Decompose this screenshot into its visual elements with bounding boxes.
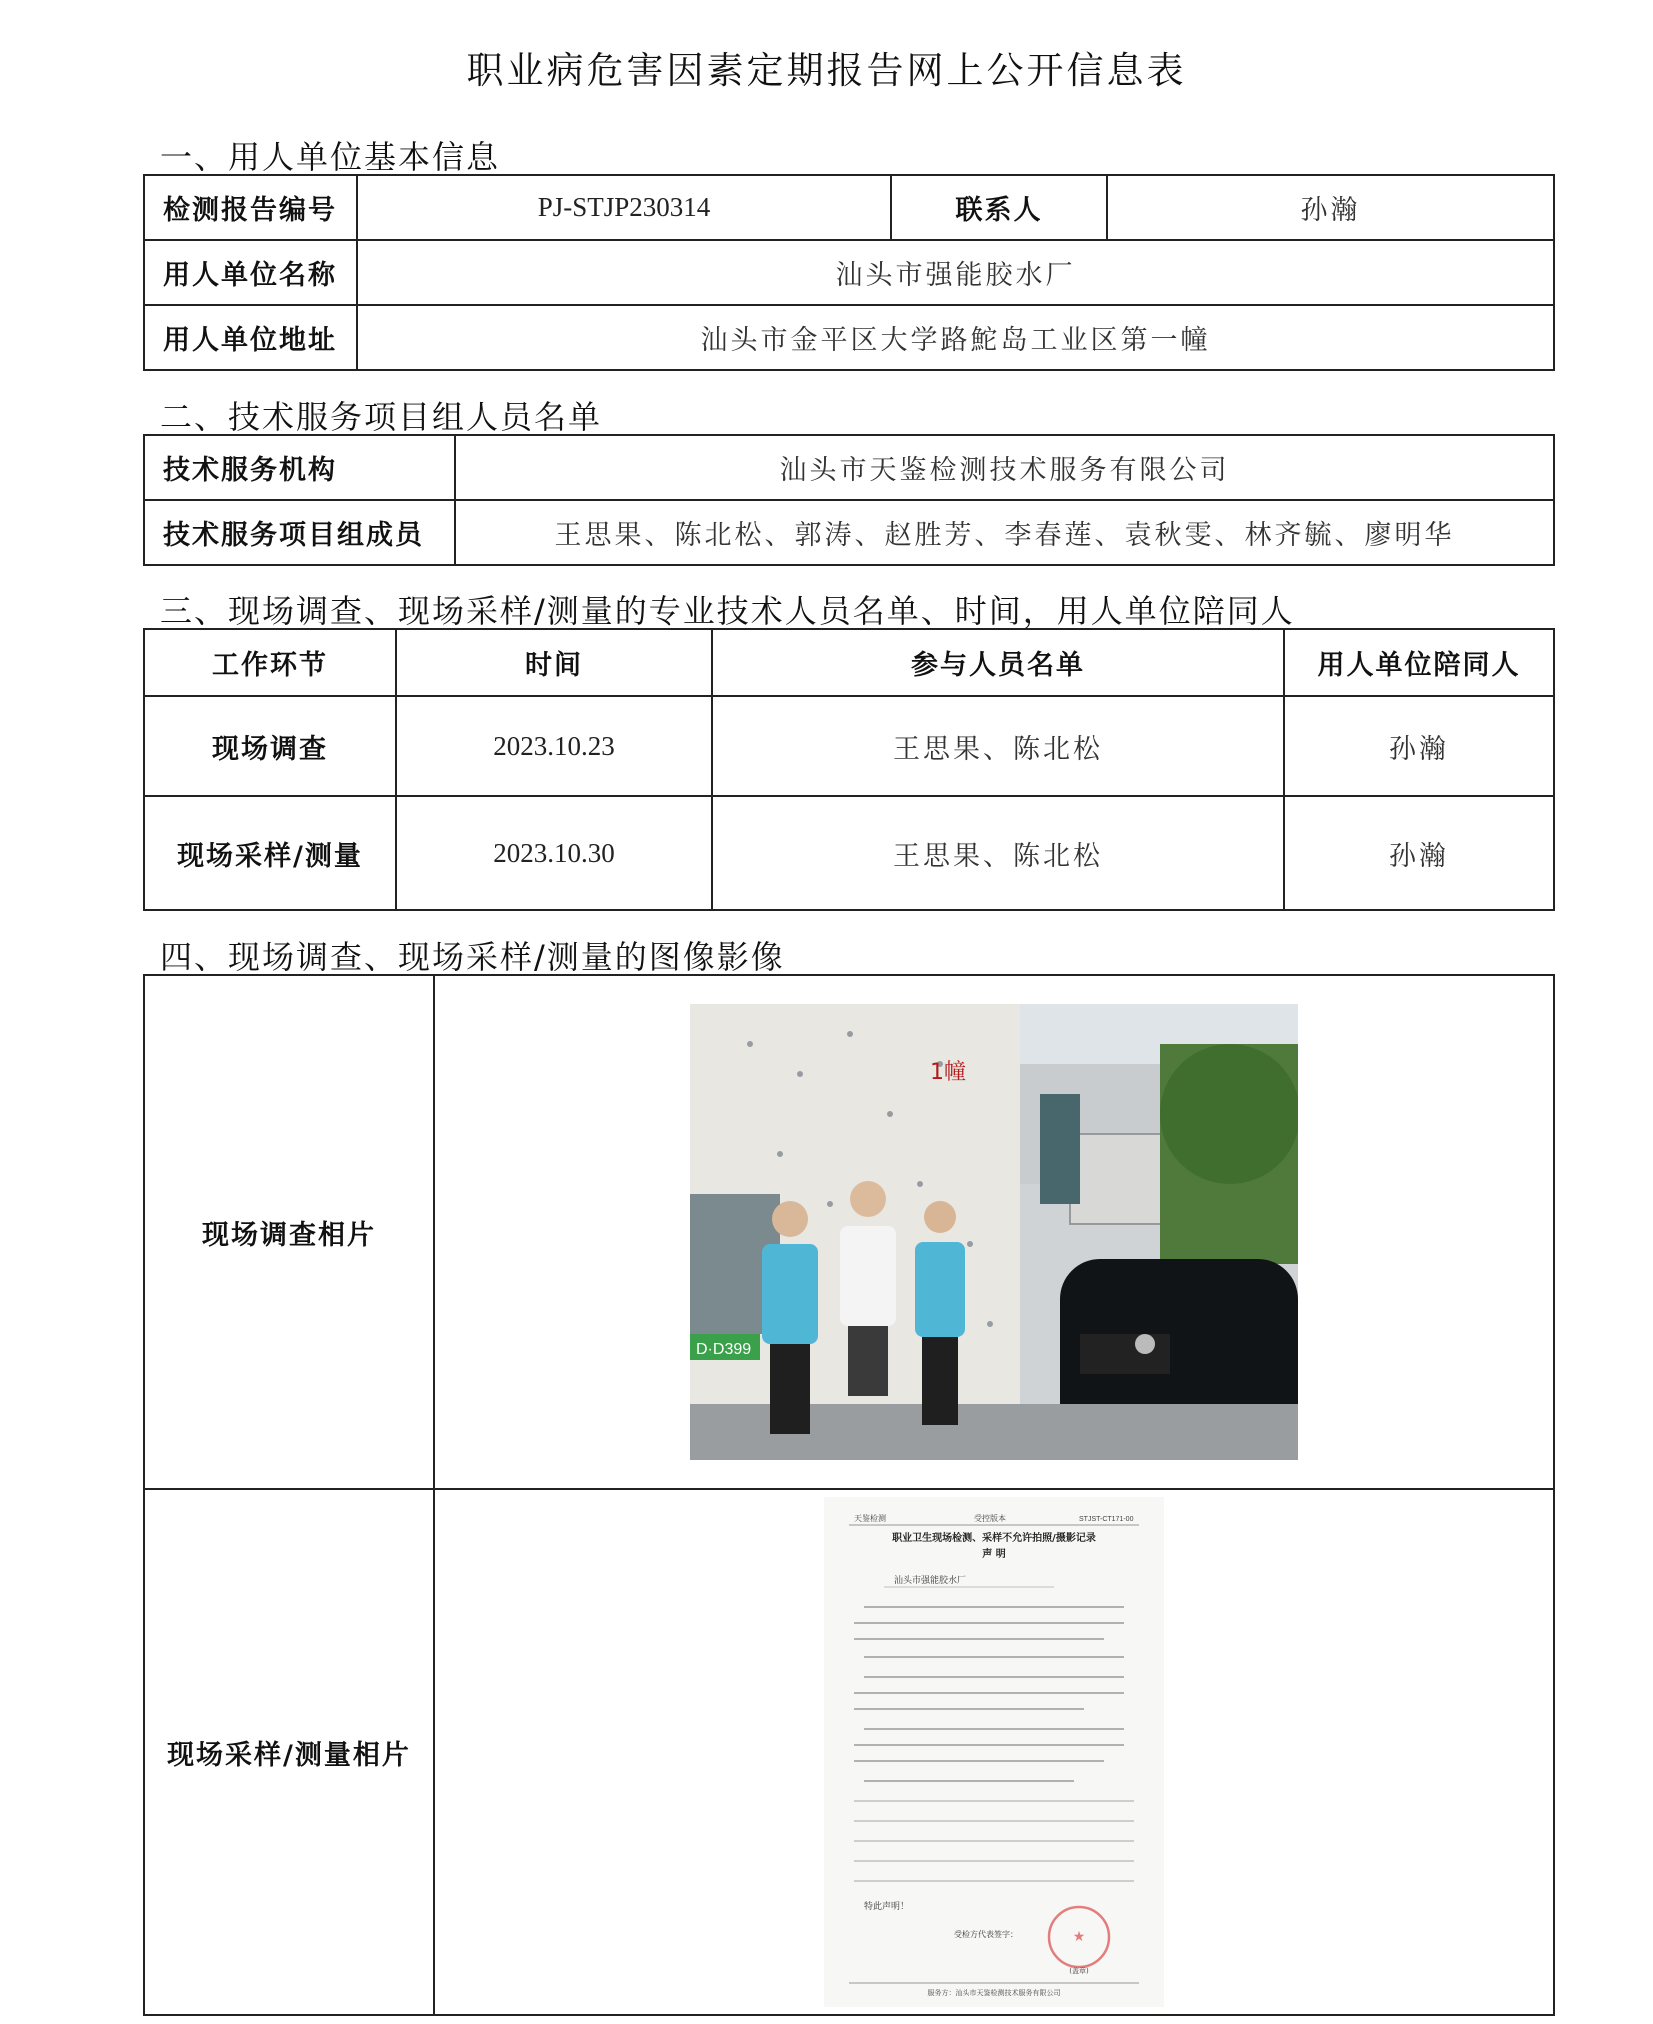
basic-info-table — [143, 174, 1555, 371]
row-people: 王思果、陈北松 — [712, 696, 1284, 796]
doc-stamp-text: (盖章) — [1069, 1967, 1089, 1975]
org-value: 汕头市天鉴检测技术服务有限公司 — [455, 435, 1554, 500]
doc-header-left: 天鉴检测 — [854, 1514, 886, 1523]
members-label: 技术服务项目组成员 — [144, 500, 455, 565]
section4-heading: 四、现场调查、现场采样/测量的图像影像 — [160, 938, 785, 976]
images-table — [143, 974, 1555, 2016]
sampling-photo-label: 现场采样/测量相片 — [144, 1489, 434, 2015]
survey-photo — [690, 1004, 1298, 1460]
table-row — [144, 796, 1554, 910]
contact-label: 联系人 — [891, 175, 1107, 240]
survey-photo-label: 现场调查相片 — [144, 975, 434, 1489]
doc-addressee: 汕头市强能胶水厂 — [894, 1576, 967, 1586]
plate-text: D·D399 — [696, 1341, 752, 1358]
section1-heading: 一、用人单位基本信息 — [160, 138, 501, 176]
section3-heading: 三、现场调查、现场采样/测量的专业技术人员名单、时间，用人单位陪同人 — [160, 592, 1295, 630]
contact-value: 孙瀚 — [1107, 175, 1554, 240]
row-date: 2023.10.23 — [396, 696, 712, 796]
doc-title: 职业卫生现场检测、采样不允许拍照/摄影记录 — [892, 1533, 1096, 1544]
members-value: 王思果、陈北松、郭涛、赵胜芳、李春莲、袁秋雯、林齐毓、廖明华 — [455, 500, 1554, 565]
doc-footer: 服务方：汕头市天鉴检测技术服务有限公司 — [927, 1989, 1061, 1997]
org-label: 技术服务机构 — [144, 435, 455, 500]
section2-heading: 二、技术服务项目组人员名单 — [160, 398, 603, 436]
team-table — [143, 434, 1555, 566]
unit-name-value: 汕头市强能胶水厂 — [357, 240, 1554, 305]
row-stage: 现场调查 — [144, 696, 396, 796]
doc-sign-label: 受检方代表签字： — [954, 1930, 1018, 1939]
survey-photo-cell — [434, 975, 1554, 1489]
header-escort: 用人单位陪同人 — [1284, 629, 1554, 696]
header-people: 参与人员名单 — [712, 629, 1284, 696]
row-escort: 孙瀚 — [1284, 796, 1554, 910]
header-stage: 工作环节 — [144, 629, 396, 696]
page-title: 职业病危害因素定期报告网上公开信息表 — [466, 49, 1187, 92]
unit-name-label: 用人单位名称 — [144, 240, 357, 305]
header-date: 时间 — [396, 629, 712, 696]
sampling-photo-cell — [434, 1489, 1554, 2015]
sampling-photo — [824, 1497, 1164, 2007]
unit-addr-value: 汕头市金平区大学路鮀岛工业区第一幢 — [357, 305, 1554, 370]
doc-subtitle: 声 明 — [982, 1549, 1006, 1560]
row-people: 王思果、陈北松 — [712, 796, 1284, 910]
star-icon: ★ — [1072, 1929, 1086, 1945]
doc-end: 特此声明！ — [864, 1902, 910, 1912]
report-no-value: PJ-STJP230314 — [357, 175, 891, 240]
report-no-label: 检测报告编号 — [144, 175, 357, 240]
row-stage: 现场采样/测量 — [144, 796, 396, 910]
unit-addr-label: 用人单位地址 — [144, 305, 357, 370]
doc-header-mid: 受控版本 — [974, 1514, 1006, 1523]
staff-table — [143, 628, 1555, 911]
table-row — [144, 696, 1554, 796]
building-sign: 1幢 — [930, 1060, 966, 1085]
doc-header-right: STJST-CT171-00 — [1079, 1516, 1134, 1523]
row-escort: 孙瀚 — [1284, 696, 1554, 796]
row-date: 2023.10.30 — [396, 796, 712, 910]
